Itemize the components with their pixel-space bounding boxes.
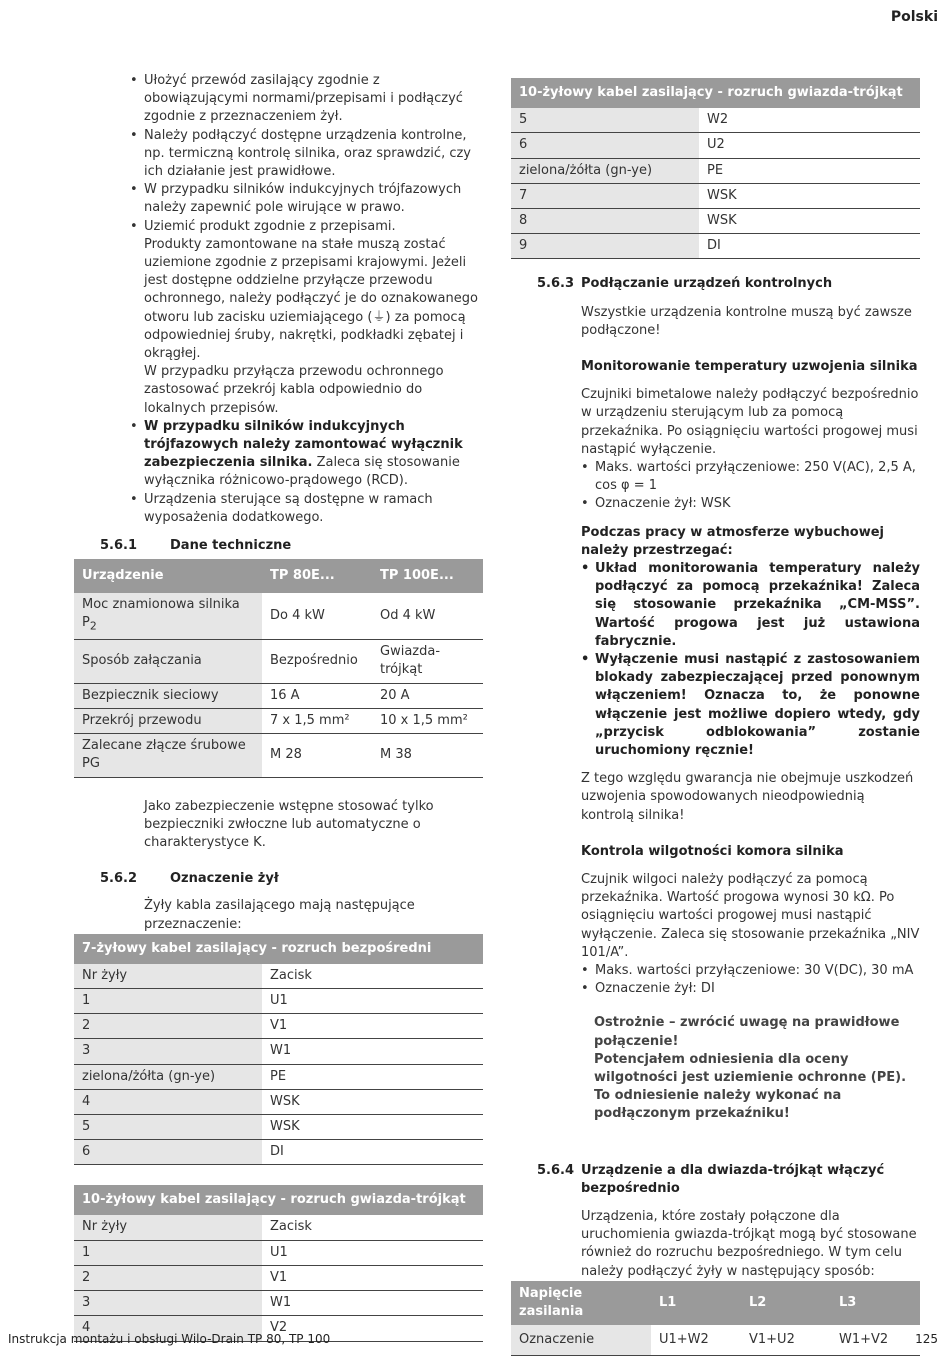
table-row: zielona/żółta (gn-ye) PE bbox=[74, 1064, 483, 1089]
caution-note bbox=[594, 1014, 920, 1123]
caution-heading: Ostrożnie – zwrócić uwagę na prawidłowe połączenie! bbox=[594, 1015, 900, 1049]
list-item: • Oznaczenie żył: DI bbox=[581, 980, 920, 998]
list-item: • Urządzenia sterujące są dostępne w ramach wyposażenia dodatkowego. bbox=[130, 491, 483, 527]
table-header-cell: L2 bbox=[741, 1281, 831, 1325]
grounding-text: Produkty zamontowane na stałe muszą zostać uziemione zgodnie z przepisami krajowymi. Jeżeli jest dostępne oddzielne przyłącze przewodu ochronnego, należy podłączyć je do oznakowanego otworu lub zacisku uziemiającego (⏚) za pomocą odpowiedniej śruby, nakrętki, podkładki zębatej i okrągłej. bbox=[144, 236, 478, 362]
fuse-note: Jako zabezpieczenie wstępne stosować tylko bezpieczniki zwłoczne lub automatyczne o charakterystyce K. bbox=[144, 798, 434, 850]
left-column bbox=[74, 72, 483, 1342]
list-item: • Maks. wartości przyłączeniowe: 30 V(DC), 30 mA bbox=[581, 962, 920, 980]
temp-monitor-text: Czujniki bimetalowe należy podłączyć bezpośrednio w urządzeniu sterującym lub za pomocą przekaźnika. Po osiągnięciu wartości progowej musi nastąpić wyłączenie. bbox=[581, 387, 919, 457]
table-row: 9 DI bbox=[511, 234, 920, 259]
list-item: • Należy podłączyć dostępne urządzenia kontrolne, np. termiczną kontrolę silnika, oraz sprawdzić, czy ich działanie jest prawidłowe. bbox=[130, 127, 483, 182]
table-row: 2 V1 bbox=[74, 1014, 483, 1039]
section-heading-5-6-3: 5.6.3 Podłączanie urządzeń kontrolnych bbox=[537, 276, 833, 292]
table-row: 4 WSK bbox=[74, 1089, 483, 1114]
table-title-row: 7-żyłowy kabel zasilający - rozruch bezpośredni bbox=[74, 934, 483, 964]
temp-monitor-title: Monitorowanie temperatury uzwojenia silnika bbox=[581, 358, 918, 374]
section-heading-5-6-1: 5.6.1 Dane techniczne bbox=[100, 538, 292, 554]
installation-bullet-list bbox=[130, 72, 483, 527]
table-header-cell: Napięcie zasilania bbox=[511, 1281, 651, 1325]
table-row: 6 DI bbox=[74, 1140, 483, 1165]
table-header-cell: TP 80E... bbox=[262, 559, 372, 593]
protective-conductor-text: W przypadku przyłącza przewodu ochronnego zastosować przekrój kabla odpowiednio do lokalnych przepisów. bbox=[144, 364, 444, 416]
monitor-intro: Wszystkie urządzenia kontrolne muszą być zawsze podłączone! bbox=[581, 304, 912, 338]
table-row: Nr żyły Zacisk bbox=[74, 964, 483, 989]
table-row: 3 W1 bbox=[74, 1291, 483, 1316]
table-row: 2 V1 bbox=[74, 1265, 483, 1290]
table-row: Nr żyły Zacisk bbox=[74, 1215, 483, 1240]
warranty-text: Z tego względu gwarancja nie obejmuje uszkodzeń uzwojenia spowodowanych nieodpowiednią kontrolą silnika! bbox=[581, 771, 914, 823]
table-row: Sposób załączania Bezpośrednio Gwiazda-trójkąt bbox=[74, 640, 483, 683]
list-item-motor-protection: • W przypadku silników indukcyjnych trójfazowych należy zamontować wyłącznik zabezpieczenia silnika. Zaleca się stosowanie wyłącznika różnicowo-prądowego (RCD). bbox=[130, 418, 483, 491]
list-item-grounding bbox=[130, 218, 483, 418]
table-title-row: 10-żyłowy kabel zasilający - rozruch gwiazda-trójkąt bbox=[511, 78, 920, 108]
section-heading-5-6-2: 5.6.2 Oznaczenie żył bbox=[100, 871, 279, 887]
table-row: 5 WSK bbox=[74, 1115, 483, 1140]
cores-intro: Żyły kabla zasilającego mają następujące przeznaczenie: bbox=[144, 898, 415, 932]
moisture-title: Kontrola wilgotności komora silnika bbox=[581, 843, 844, 859]
table-header-cell: TP 100E... bbox=[372, 559, 483, 593]
list-item: • Maks. wartości przyłączeniowe: 250 V(AC), 2,5 A, cos φ = 1 bbox=[581, 459, 920, 495]
table-row: 4 V2 bbox=[74, 1316, 483, 1341]
table-row: 6 U2 bbox=[511, 133, 920, 158]
table-title-row: 10-żyłowy kabel zasilający - rozruch gwiazda-trójkąt bbox=[74, 1185, 483, 1215]
ground-symbol-icon: ⏚ bbox=[372, 309, 386, 325]
table-row: 3 W1 bbox=[74, 1039, 483, 1064]
table-row: Oznaczenie U1+W2 V1+U2 W1+V2 bbox=[511, 1325, 920, 1355]
cable-7-core-table bbox=[74, 934, 483, 1166]
supply-voltage-table bbox=[511, 1281, 920, 1356]
list-item: • Wyłączenie musi nastąpić z zastosowaniem blokady zabezpieczającej przed ponownym włączeniem! Oznacza to, że ponowne włączenie jest możliwe dopiero wtedy, gdy „przycisk odblokowania” zostanie uruchomiony ręcznie! bbox=[581, 651, 920, 760]
table-row: Moc znamionowa silnika $P_2$ Do 4 kW Od 4 kW bbox=[74, 593, 483, 640]
temp-bullet-list bbox=[581, 459, 920, 514]
ex-atmosphere-title: Podczas pracy w atmosferze wybuchowej należy przestrzegać: bbox=[581, 524, 885, 558]
moisture-text: Czujnik wilgoci należy podłączyć za pomocą przekaźnika. Wartość progowa wynosi 30 kΩ. Po osiągnięciu wartości progowej musi nastąpić wyłączenie. Zaleca się stosowanie przekaźnika „NIV 101/A”. bbox=[581, 872, 920, 960]
caution-text: Potencjałem odniesienia dla oceny wilgotności jest uziemienie ochronne (PE). To odniesienie należy wykonać na podłączonym przekaźniku! bbox=[594, 1051, 907, 1122]
table-row: Przekrój przewodu 7 x 1,5 mm² 10 x 1,5 mm² bbox=[74, 708, 483, 733]
footer-page-number: 125 bbox=[915, 1332, 938, 1346]
ex-bullet-list bbox=[581, 560, 920, 760]
grounding-title: Uziemić produkt zgodnie z przepisami. bbox=[144, 218, 396, 234]
table-row: Zalecane złącze śrubowe PG M 28 M 38 bbox=[74, 734, 483, 777]
moisture-bullet-list bbox=[581, 962, 920, 998]
table-row: 5 W2 bbox=[511, 108, 920, 133]
table-row: Bezpiecznik sieciowy 16 A 20 A bbox=[74, 683, 483, 708]
table-row: 1 U1 bbox=[74, 1240, 483, 1265]
list-item: • W przypadku silników indukcyjnych trójfazowych należy zapewnić pole wirujące w prawo. bbox=[130, 181, 483, 217]
table-header-cell: Urządzenie bbox=[74, 559, 262, 593]
direct-start-text: Urządzenia, które zostały połączone dla uruchomienia gwiazda-trójkąt mogą być stosowane również do rozruchu bezpośredniego. W tym celu należy podłączyć żyły w następujący sposób: bbox=[581, 1209, 917, 1279]
table-row: zielona/żółta (gn-ye) PE bbox=[511, 158, 920, 183]
list-item: • Oznaczenie żył: WSK bbox=[581, 495, 920, 513]
right-column bbox=[511, 78, 920, 1356]
footer-document-title: Instrukcja montażu i obsługi Wilo-Drain TP 80, TP 100 bbox=[8, 1332, 331, 1346]
table-row: 7 WSK bbox=[511, 183, 920, 208]
cable-10-core-table-continued bbox=[511, 78, 920, 259]
list-item: • Układ monitorowania temperatury należy podłączyć za pomocą przekaźnika! Zaleca się stosowanie przekaźnika „CM-MSS”. Wartość progowa jest już ustawiona fabrycznie. bbox=[581, 560, 920, 651]
list-item: • Ułożyć przewód zasilający zgodnie z obowiązującymi normami/przepisami i podłączyć zgodnie z przeznaczeniem żył. bbox=[130, 72, 483, 127]
section-heading-5-6-4: 5.6.4 Urządzenie a dla dwiazda-trójkąt włączyć bezpośrednio bbox=[537, 1162, 885, 1196]
section-5-6-3-body bbox=[581, 304, 920, 999]
cable-10-core-table bbox=[74, 1185, 483, 1341]
table-row: 1 U1 bbox=[74, 989, 483, 1014]
language-label: Polski bbox=[890, 9, 938, 25]
table-header-cell: L1 bbox=[651, 1281, 741, 1325]
technical-data-table bbox=[74, 559, 483, 777]
table-row: 8 WSK bbox=[511, 208, 920, 233]
table-header-cell: L3 bbox=[831, 1281, 920, 1325]
